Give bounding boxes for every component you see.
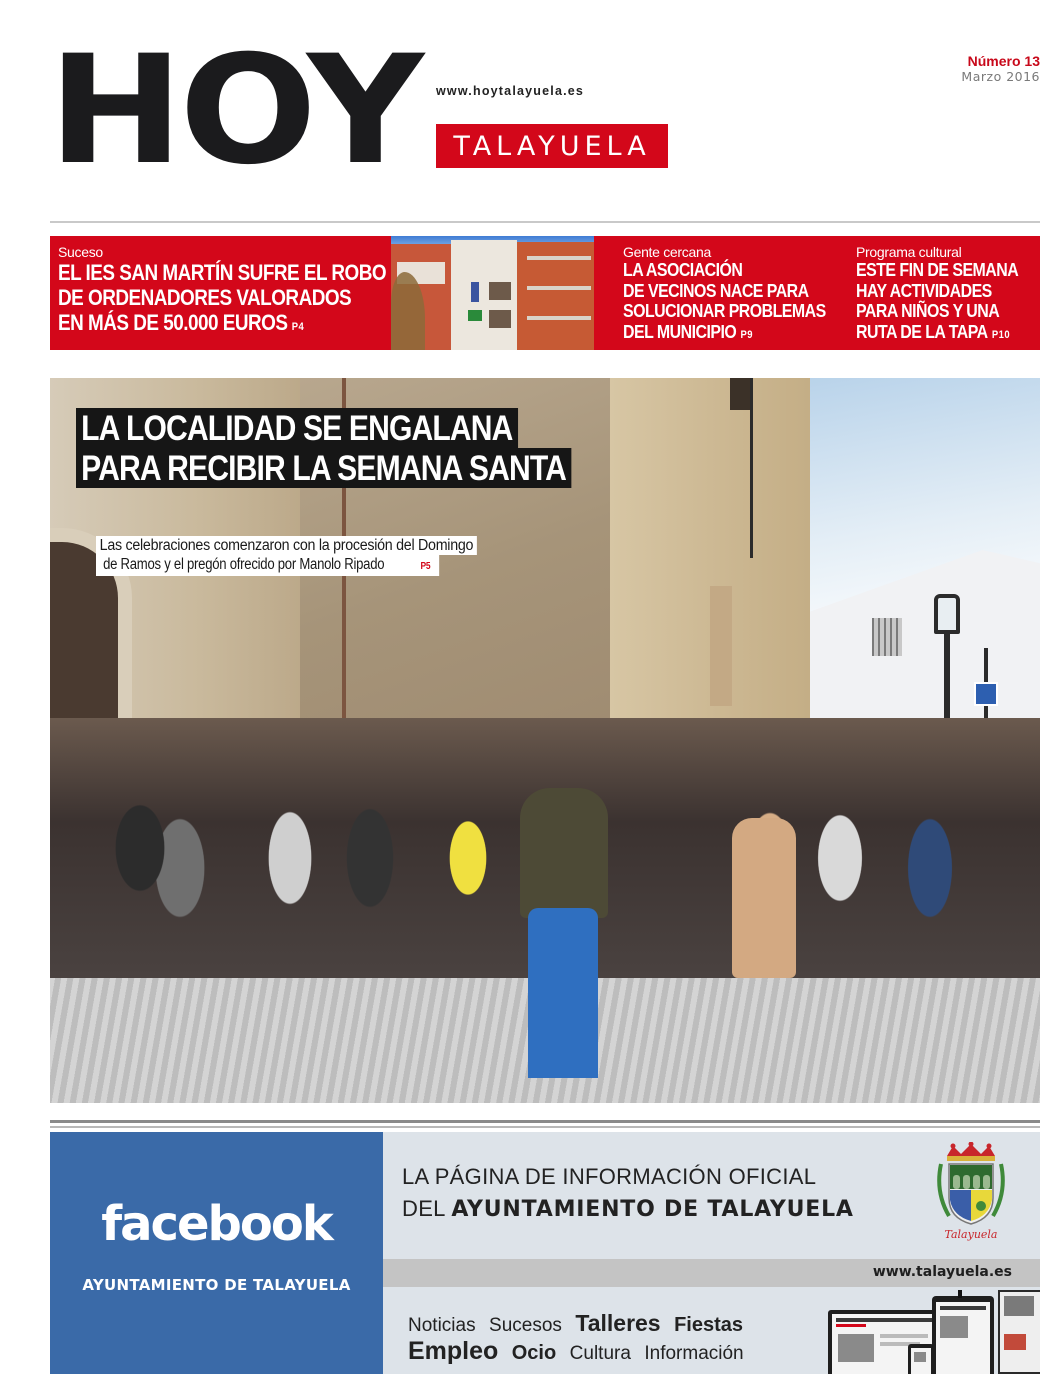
ad-title <box>402 1196 854 1222</box>
svg-text:Talayuela: Talayuela <box>944 1228 998 1241</box>
hoy-logo: HOY <box>48 24 420 198</box>
ad-tag: Talleres <box>575 1310 661 1336</box>
teaser-suceso[interactable] <box>58 244 440 340</box>
subhead-line: Las celebraciones comenzaron con la procesión del Domingo <box>96 536 477 555</box>
headline-line: DE VECINOS NACE PARA <box>623 279 809 301</box>
lead-subhead <box>96 536 510 576</box>
facebook-panel[interactable] <box>50 1132 383 1374</box>
ad-url-link[interactable]: www.talayuela.es <box>872 1264 1012 1280</box>
ad-tag: Sucesos <box>489 1315 562 1336</box>
site-url-link[interactable]: www.hoytalayuela.es <box>436 84 585 98</box>
headline-line: LA LOCALIDAD SE ENGALANA <box>76 408 518 448</box>
town-badge: TALAYUELA <box>436 124 668 168</box>
headline-line: SOLUCIONAR PROBLEMAS <box>623 300 826 321</box>
issue-number: Número 13 <box>967 53 1040 69</box>
ayuntamiento-facebook-ad[interactable] <box>50 1132 1040 1374</box>
headline-line: ESTE FIN DE SEMANA <box>856 259 1019 280</box>
headline-line: DE ORDENADORES VALORADOS <box>58 285 352 310</box>
teaser-kicker: Suceso <box>58 244 103 260</box>
headline-line: PARA NIÑOS Y UNA <box>856 300 1000 321</box>
headline-line: DEL MUNICIPIO <box>623 320 737 342</box>
page-ref: P5 <box>417 557 434 576</box>
page-ref: P4 <box>291 321 305 333</box>
lead-headline[interactable] <box>76 408 652 488</box>
issue-date: Marzo 2016 <box>961 69 1040 84</box>
headline-line: PARA RECIBIR LA SEMANA SANTA <box>76 448 571 488</box>
ad-divider <box>50 1126 1040 1128</box>
headline-line: EN MÁS DE 50.000 EUROS <box>58 310 288 335</box>
teaser-gente-cercana[interactable] <box>623 244 859 345</box>
teaser-kicker: Programa cultural <box>856 244 962 260</box>
ad-tag: Información <box>644 1343 744 1364</box>
ad-tag: Empleo <box>408 1337 499 1365</box>
teaser-headline <box>856 260 1018 345</box>
headline-line: HAY ACTIVIDADES <box>856 279 992 301</box>
headline-line: RUTA DE LA TAPA <box>856 320 988 342</box>
headline-line: EL IES SAN MARTÍN SUFRE EL ROBO <box>58 260 387 285</box>
teaser-programa-cultural[interactable] <box>856 244 1045 345</box>
crosswalk-sign-icon <box>974 682 998 706</box>
teaser-headline <box>623 260 826 345</box>
teaser-headline <box>58 260 386 340</box>
masthead-divider <box>50 221 1040 223</box>
responsive-devices-icon <box>828 1290 1040 1374</box>
ad-tags-row <box>408 1310 752 1337</box>
ad-tag: Noticias <box>408 1315 476 1336</box>
ad-tags-row <box>408 1337 753 1366</box>
ad-tag: Ocio <box>511 1342 557 1364</box>
ad-tag: Fiestas <box>674 1314 743 1336</box>
page-ref: P9 <box>740 328 753 341</box>
school-building-photo <box>391 236 594 350</box>
ad-title: LA PÁGINA DE INFORMACIÓN OFICIAL <box>402 1164 817 1189</box>
ad-title-bold: AYUNTAMIENTO DE TALAYUELA <box>451 1197 854 1222</box>
teaser-strip <box>50 236 1040 350</box>
facebook-caption: AYUNTAMIENTO DE TALAYUELA <box>82 1276 351 1294</box>
ad-divider <box>50 1120 1040 1123</box>
subhead-line: de Ramos y el pregón ofrecido por Manolo Ripado <box>100 555 388 574</box>
teaser-kicker: Gente cercana <box>623 244 711 260</box>
facebook-logo: facebook <box>101 1196 332 1252</box>
page-ref: P10 <box>991 328 1011 341</box>
ad-tag: Cultura <box>569 1343 631 1364</box>
talayuela-coat-of-arms-icon <box>933 1142 1009 1242</box>
headline-line: LA ASOCIACIÓN <box>623 259 743 280</box>
ad-title-prefix: DEL <box>402 1196 445 1221</box>
